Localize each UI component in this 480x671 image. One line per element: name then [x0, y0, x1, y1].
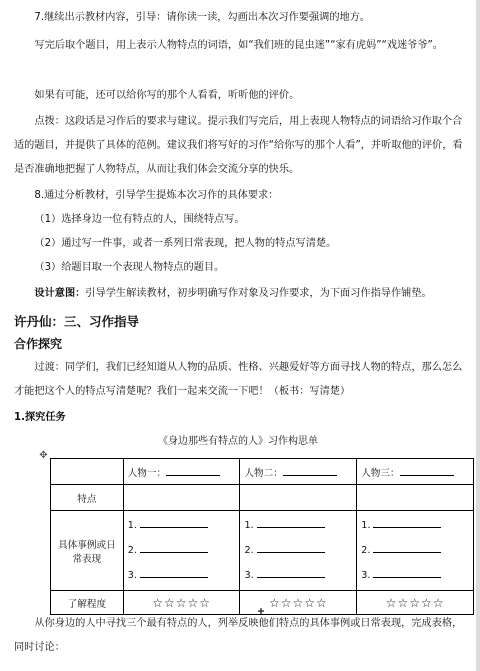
- examples-cell-3[interactable]: [357, 511, 474, 591]
- paragraph-transition: 过渡：同学们，我们已经知道从人物的品质、性格、兴趣爱好等方面寻找人物的特点，那么怎么才能把这个人的特点写清楚呢？我们一起来交流一下吧！（板书：写清楚）: [14, 362, 463, 397]
- paragraph-step-8: 8.通过分析教材，引导学生提炼本次习作的具体要求：: [34, 190, 279, 201]
- concept-table: [50, 458, 474, 615]
- person-2-label: 人物二：: [244, 467, 283, 479]
- examples-label: 具体事例或日常表现: [51, 511, 124, 591]
- paragraph-step-7: 7.继续出示教材内容，引导：请你读一读，勾画出本次习作要强调的地方。: [34, 12, 371, 23]
- example-line: 3.: [244, 563, 352, 588]
- person-1-blank[interactable]: [166, 465, 220, 476]
- page-edge: [476, 0, 480, 671]
- requirement-1: （1）选择身边一位有特点的人，围绕特点写。: [34, 214, 245, 225]
- person-1-label: 人物一：: [127, 467, 167, 479]
- requirement-2: （2）通过写一件事，或者一系列日常表现，把人物的特点写清楚。: [34, 238, 337, 249]
- example-line: 1.: [361, 513, 469, 538]
- task-heading: 1.探究任务: [14, 412, 66, 423]
- example-line: 2.: [128, 538, 236, 563]
- paragraph-share-suggestion: 如果有可能，还可以给你写的那个人看看，听听他的评价。: [34, 90, 300, 101]
- section-heading: 许丹仙：三、习作指导: [14, 314, 140, 329]
- star-rating-3[interactable]: ☆☆☆☆☆: [357, 591, 474, 615]
- traits-cell-2[interactable]: [240, 485, 357, 511]
- person-2-cell[interactable]: [240, 459, 357, 485]
- traits-cell-1[interactable]: [123, 485, 240, 511]
- star-rating-2[interactable]: ☆☆☆☆☆: [240, 591, 357, 615]
- paragraph-tip: 点拨：这段话是习作后的要求与建议。提示我们写完后，用上表现人物特点的词语给习作取个合适的题目，并提供了具体的范例。建议我们将写好的习作“给你写的那个人看”，并听取他的评价，看是否准确地把握了人物特点，从而让我们体会交流分享的快乐。: [14, 116, 463, 175]
- examples-cell-2[interactable]: [240, 511, 357, 591]
- person-3-label: 人物三：: [361, 467, 400, 479]
- example-line: 2.: [244, 538, 352, 563]
- person-3-blank[interactable]: [400, 465, 454, 476]
- design-intent-text: 引导学生解读教材，初步明确写作对象及习作要求，为下面习作指导作铺垫。: [85, 288, 432, 299]
- paragraph-title-example: 写完后取个题目，用上表示人物特点的词语，如“我们班的昆虫迷”“家有虎妈”“戏迷爷爷”。: [34, 40, 443, 51]
- person-3-cell[interactable]: [357, 459, 474, 485]
- person-1-cell[interactable]: [123, 459, 240, 485]
- understanding-label: 了解程度: [51, 591, 124, 615]
- person-2-blank[interactable]: [283, 465, 337, 476]
- requirement-3: （3）给题目取一个表现人物特点的题目。: [34, 262, 225, 273]
- insert-cursor-icon: ✚: [257, 607, 265, 616]
- example-line: 1.: [244, 513, 352, 538]
- table-title: 《身边那些有特点的人》习作构思单: [158, 436, 318, 447]
- paragraph-bottom-task: 从你身边的人中寻找三个最有特点的人，列举反映他们特点的具体事例或日常表现，完成表格，同时讨论：: [14, 618, 463, 653]
- example-line: 2.: [361, 538, 469, 563]
- example-line: 1.: [128, 513, 236, 538]
- examples-cell-1[interactable]: [123, 511, 240, 591]
- example-line: 3.: [361, 563, 469, 588]
- star-rating-1[interactable]: ☆☆☆☆☆: [123, 591, 240, 615]
- traits-row: [51, 485, 474, 511]
- examples-row: [51, 511, 474, 591]
- move-handle-icon[interactable]: ✥: [39, 450, 48, 461]
- example-line: 3.: [128, 563, 236, 588]
- subheading-cooperative: 合作探究: [14, 337, 63, 351]
- design-intent-label: 设计意图：: [34, 288, 86, 299]
- table-header-row: [51, 459, 474, 485]
- traits-cell-3[interactable]: [357, 485, 474, 511]
- table-corner-cell: [51, 459, 124, 485]
- design-intent: [14, 282, 466, 306]
- traits-label: 特点: [51, 485, 124, 511]
